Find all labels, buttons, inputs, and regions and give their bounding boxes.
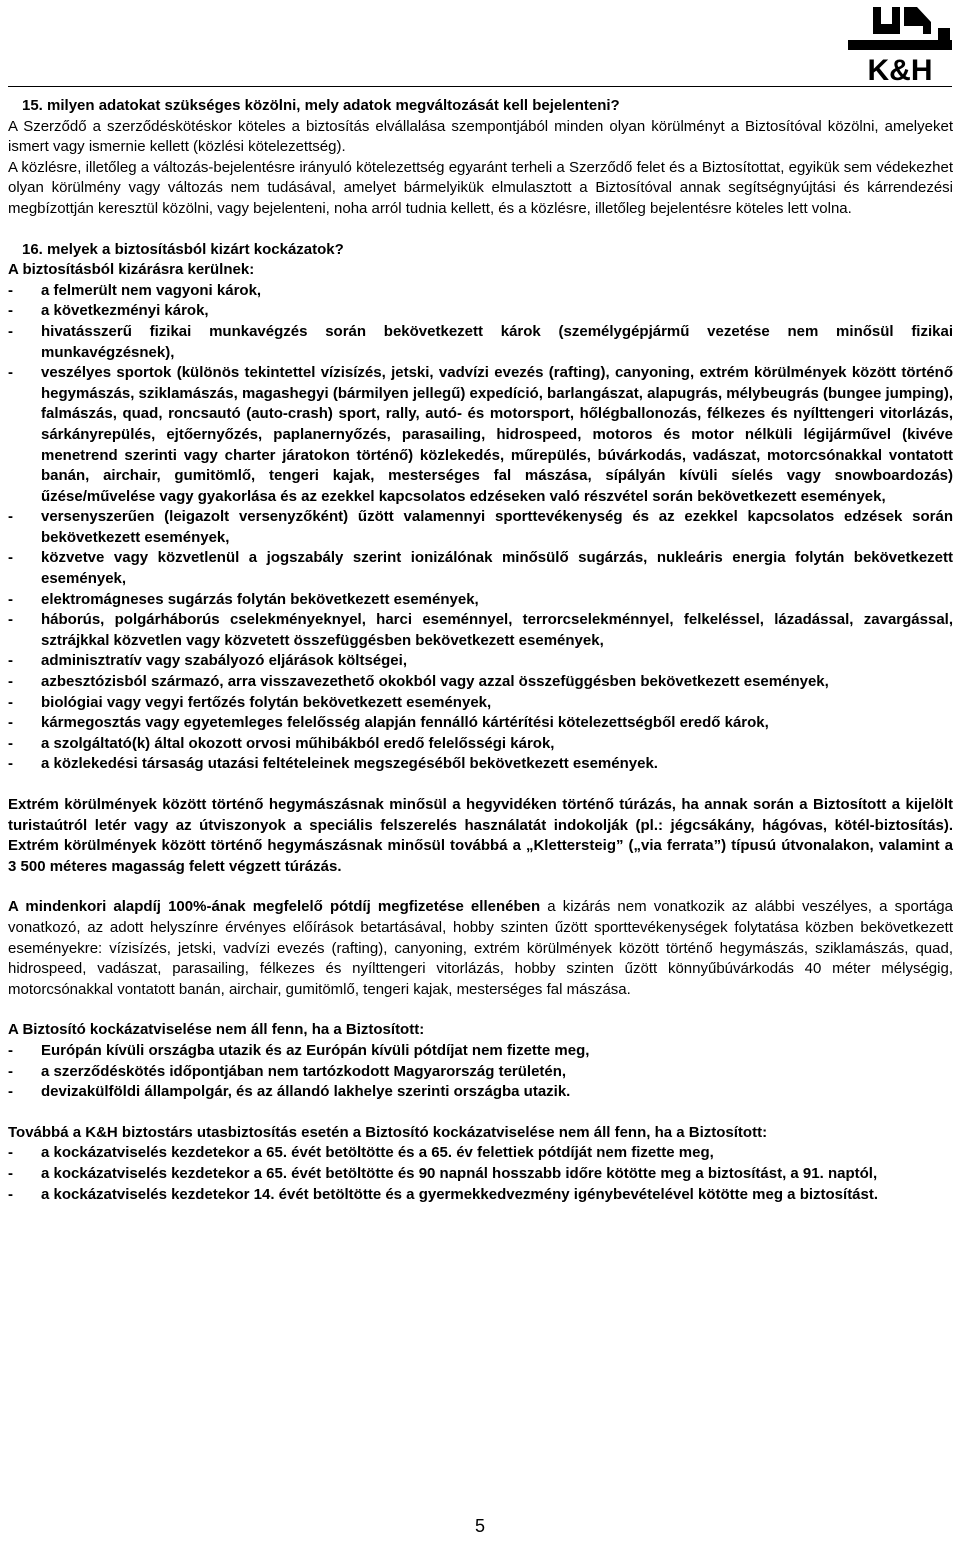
no-cover-item: - Európán kívüli országba utazik és az Európán kívüli pótdíjat nem fizette meg, bbox=[8, 1041, 953, 1062]
cotravel-list bbox=[8, 1143, 953, 1205]
exclusion-item: - a szolgáltató(k) által okozott orvosi műhibákból eredő felelősségi károk, bbox=[8, 734, 953, 755]
premium-rest: a kizárás nem vonatkozik az alábbi veszélyes, a sportága vonatkozó, az adott helyszínre érvényes előírások betartásával, hobby szinten űzött sporttevékenységek folytatása közben bekövetkezett eseményekre: vízisízés, jetski, vadvízi evezés (rafting), canyoning, extrém körülmények között történő hegymászás, sziklamászás, quad, hidrospeed, vadászat, parasailing, félkezes és nyílttengeri vitorlázás, hobby szinten űzött könnyűbúvárkodás 40 méter mélységig, motorcsónakkal vontatott banán, airchair, gumitömlő, tengeri kajak, mesterséges fal mászása. bbox=[8, 898, 953, 998]
kh-logo bbox=[846, 4, 954, 82]
no-cover-item: - devizakülföldi állampolgár, és az állandó lakhelye szerinti országba utazik. bbox=[8, 1082, 953, 1103]
notification-paragraph: A közlésre, illetőleg a változás-bejelentésre irányuló kötelezettség egyaránt terheli a Szerződő felet és a Biztosítottat, egyikük sem védekezhet olyan körülmény vagy változás nem tudásával, amelyet bármelyikük elmulasztott a Biztosítóval annak segítségnyújtási és kárrendezési megbízottján keresztül közölni, vagy bejelenteni, noha arról tudnia kellett, és a közlésre, illetőleg bejelentésre köteles lett volna. bbox=[8, 158, 953, 217]
exclusions-intro: A biztosításból kizárásra kerülnek: bbox=[8, 261, 255, 279]
header-rule bbox=[8, 86, 952, 87]
exclusion-item: - elektromágneses sugárzás folytán bekövetkezett események, bbox=[8, 590, 953, 611]
cotravel-heading: Továbbá a K&H biztostárs utasbiztosítás esetén a Biztosító kockázatviselése nem áll fenn, ha a Biztosított: bbox=[8, 1123, 768, 1141]
no-cover-list bbox=[8, 1041, 953, 1103]
exclusion-item: - háborús, polgárháborús cselekményeknyel, harci eseménnyel, terrorcselekménnyel, felkeléssel, lázadással, zavargással, sztrájkkal közvetlen vagy közvetett összefüggésben bekövetkezett események, bbox=[8, 610, 953, 651]
premium-paragraph bbox=[8, 897, 953, 1000]
logo-text: K&H bbox=[867, 54, 933, 82]
exclusion-item: - a felmerült nem vagyoni károk, bbox=[8, 281, 953, 302]
no-cover-item: - a szerződéskötés időpontjában nem tartózkodott Magyarország területén, bbox=[8, 1062, 953, 1083]
cotravel-item: - a kockázatviselés kezdetekor a 65. évét betöltötte és a 65. év felettiek pótdíját nem fizette meg, bbox=[8, 1143, 953, 1164]
exclusions-list bbox=[8, 281, 953, 775]
logo-mark bbox=[848, 7, 952, 50]
cotravel-item: - a kockázatviselés kezdetekor a 65. évét betöltötte és 90 napnál hosszabb időre kötötte meg a biztosítást, a 91. naptól, bbox=[8, 1164, 953, 1185]
question-16-heading: 16. melyek a biztosításból kizárt kockázatok? bbox=[22, 240, 344, 258]
exclusion-item: - adminisztratív vagy szabályozó eljárások költségei, bbox=[8, 651, 953, 672]
cotravel-item: - a kockázatviselés kezdetekor 14. évét betöltötte és a gyermekkedvezmény igénybevételével kötötte meg a biztosítást. bbox=[8, 1185, 953, 1206]
exclusion-item: - kármegosztás vagy egyetemleges felelősség alapján fennálló kártérítési kötelezettségből eredő károk, bbox=[8, 713, 953, 734]
disclosure-paragraph: A Szerződő a szerződéskötéskor köteles a biztosítás elvállalása szempontjából minden olyan körülményt a Biztosítóval közölni, amelyeket ismert vagy ismernie kellett (közlési kötelezettség). bbox=[8, 117, 953, 156]
exclusion-item: - biológiai vagy vegyi fertőzés folytán bekövetkezett események, bbox=[8, 693, 953, 714]
exclusion-item: - veszélyes sportok (különös tekintettel vízisízés, jetski, vadvízi evezés (rafting), canyoning, extrém körülmények között történő hegymászás, sziklamászás, magashegyi (bármilyen jellegű) expedíció, barlangászat, alapugrás, mélybeugrás (bungee jumping), falmászás, quad, roncsautó (auto-crash) sport, rally, autó- és motorsport, hőlégballonozás, félkezes és nyílttengeri vitorlázás, sárkányrepülés, ejtőernyőzés, paplanernyőzés, parasailing, hidrospeed, motoros és motor nélküli légijárművel (kivéve menetrend szerinti vagy charter járatokon történő) közlekedés, műrepülés, búvárkodás, vadászat, motorcsónakkal vontatott banán, airchair, gumitömlő, tengeri kajak, mesterséges fal mászása, sípályán kívüli síelés vagy snowboardozás) űzése/művelése vagy gyakorlása és az ezekkel kapcsolatos edzéseken való részvétel során bekövetkezett események, bbox=[8, 363, 953, 507]
question-15-heading: 15. milyen adatokat szükséges közölni, mely adatok megváltozását kell bejelenteni? bbox=[22, 97, 620, 114]
extreme-climbing-note: Extrém körülmények között történő hegymászásnak minősül a hegyvidéken történő túrázás, ha annak során a Biztosított a kijelölt turistaútról letér vagy az útviszonyok a speciális felszerelés használatát indokolják (pl.: jégcsákány, hágóvas, kötél-biztosítás). Extrém körülmények között történő hegymászásnak minősül továbbá a „Klettersteig” („via ferrata”) típusú útvonalakon, valamint a 3 500 méteres magasság felett végzett túrázás. bbox=[8, 796, 953, 875]
exclusion-item: - versenyszerűen (leigazolt versenyzőként) űzött valamennyi sporttevékenység és az ezekkel kapcsolatos edzések során bekövetkezett események, bbox=[8, 507, 953, 548]
exclusion-item: - közvetve vagy közvetlenül a jogszabály szerint ionizálónak minősülő sugárzás, nukleáris energia folytán bekövetkezett események, bbox=[8, 548, 953, 589]
exclusion-item: - azbesztózisból származó, arra visszavezethető okokból vagy azzal összefüggésben bekövetkezett események, bbox=[8, 672, 953, 693]
premium-bold-lead: A mindenkori alapdíj 100%-ának megfelelő pótdíj megfizetése ellenében bbox=[8, 898, 541, 916]
exclusion-item: - a közlekedési társaság utazási feltételeinek megszegéséből bekövetkezett események. bbox=[8, 754, 953, 775]
exclusion-item: - a következményi károk, bbox=[8, 301, 953, 322]
exclusion-item: - hivatásszerű fizikai munkavégzés során bekövetkezett károk (személygépjármű vezetése nem minősül fizikai munkavégzésnek), bbox=[8, 322, 953, 363]
document-body bbox=[8, 96, 953, 1205]
no-cover-heading: A Biztosító kockázatviselése nem áll fenn, ha a Biztosított: bbox=[8, 1021, 425, 1039]
page-number: 5 bbox=[474, 1516, 485, 1536]
